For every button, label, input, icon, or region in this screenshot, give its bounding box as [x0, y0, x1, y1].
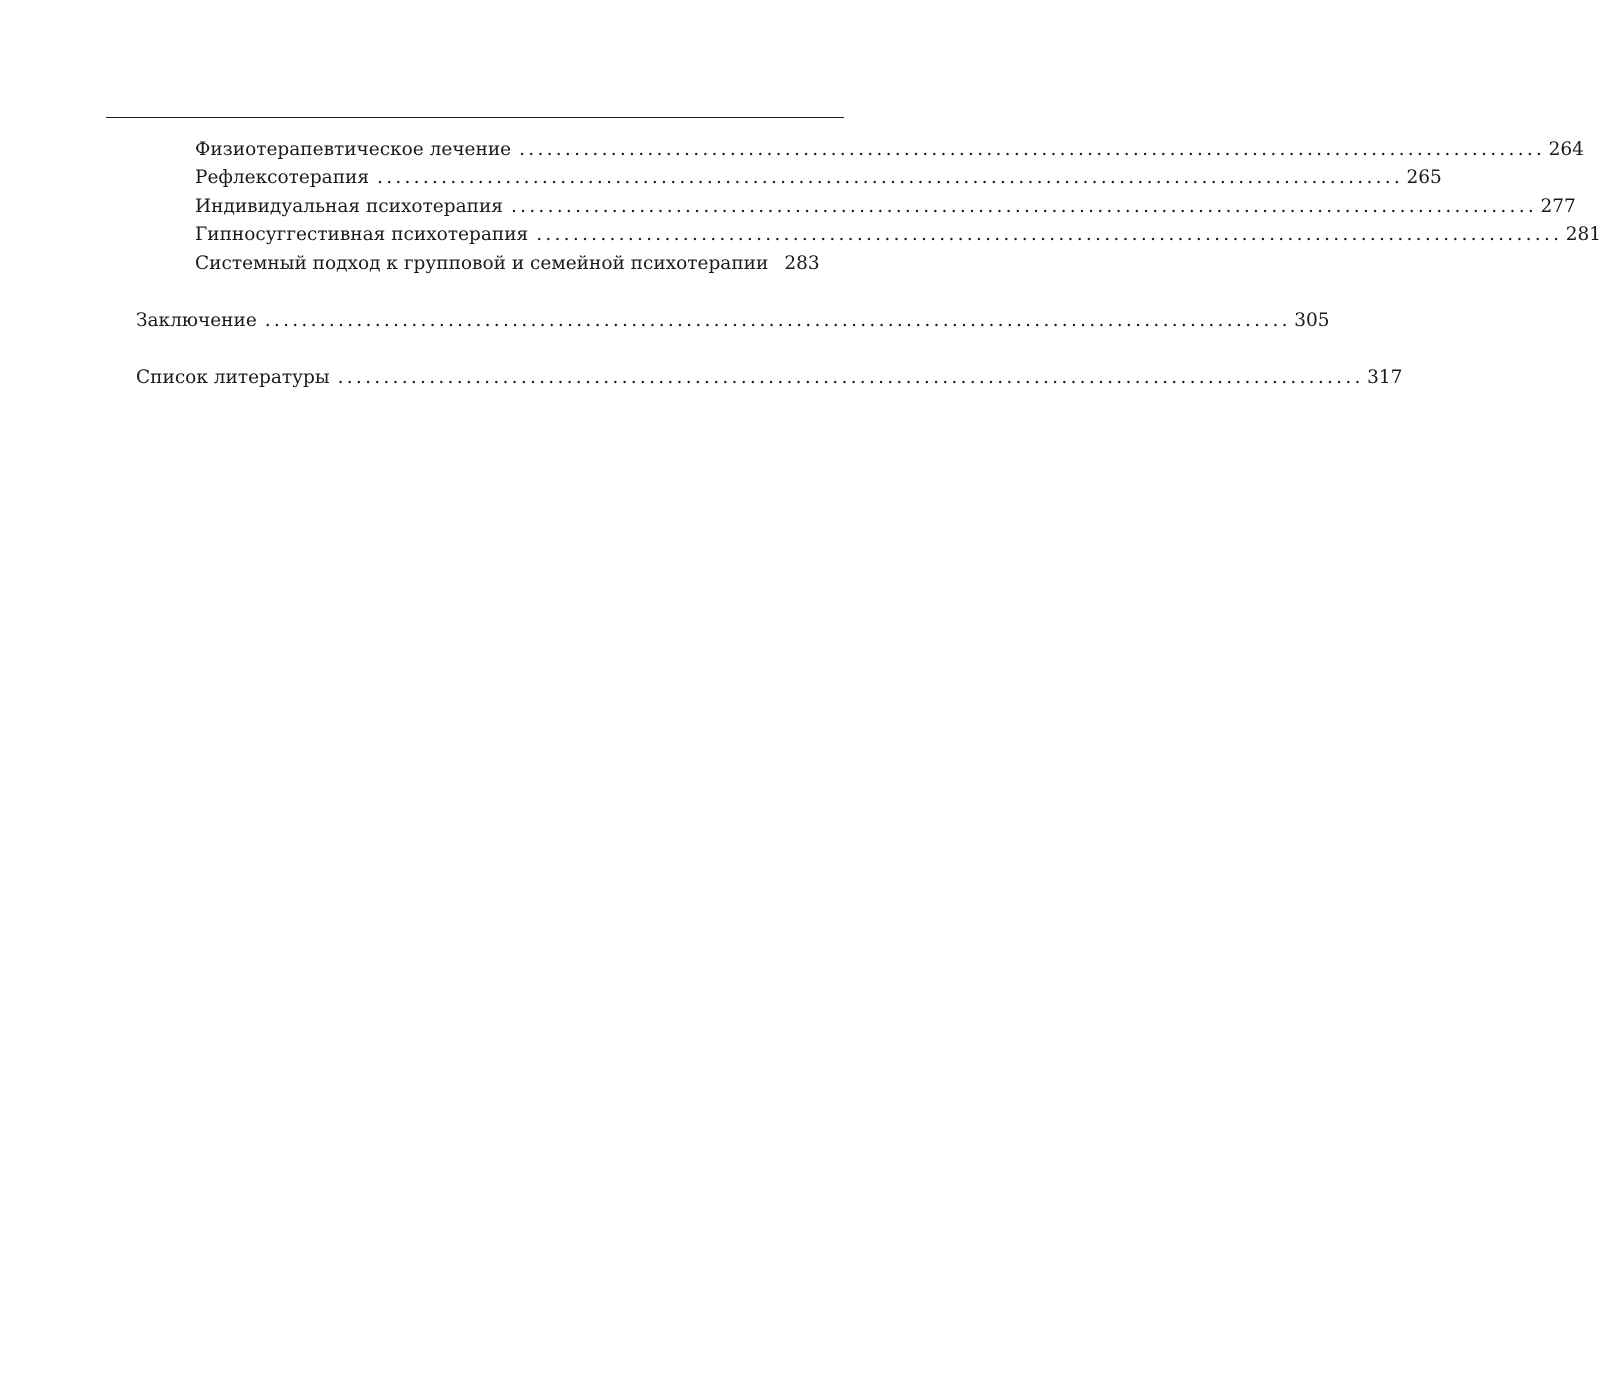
header-rule — [106, 117, 844, 118]
toc-entry-title: Гипносуггестивная психотерапия — [195, 224, 529, 245]
toc-page-number: 283 — [784, 253, 820, 274]
toc-dot-leader — [536, 222, 1557, 248]
toc-page-number: 265 — [1406, 167, 1442, 188]
toc-entry-bibliography[interactable] — [136, 365, 1403, 391]
toc-entry-title: Рефлексотерапия — [195, 167, 370, 188]
toc-dot-leader — [265, 308, 1286, 334]
toc-page-number: 317 — [1367, 367, 1403, 388]
toc-dot-leader — [519, 137, 1540, 163]
toc-dot-leader — [377, 165, 1398, 191]
toc-entry-systemic-approach[interactable] — [195, 251, 820, 277]
toc-entry-reflexotherapy[interactable] — [195, 165, 1442, 191]
toc-dot-leader — [511, 194, 1532, 220]
toc-entry-individual-psychotherapy[interactable] — [195, 194, 1576, 220]
toc-entry-title: Список литературы — [136, 367, 330, 388]
toc-entry-conclusion[interactable] — [136, 308, 1330, 334]
toc-page-number: 305 — [1294, 310, 1330, 331]
toc-entry-hypnosuggestive-psychotherapy[interactable] — [195, 222, 1601, 248]
toc-entry-title: Индивидуальная психотерапия — [195, 196, 503, 217]
toc-page-number: 277 — [1540, 196, 1576, 217]
toc-page-number: 281 — [1565, 224, 1601, 245]
toc-page-number: 264 — [1548, 139, 1584, 160]
toc-entry-physiotherapy[interactable] — [195, 137, 1584, 163]
toc-entry-title: Заключение — [136, 310, 257, 331]
toc-entry-title: Системный подход к групповой и семейной психотерапии — [195, 253, 769, 274]
toc-dot-leader — [338, 365, 1359, 391]
toc-entry-title: Физиотерапевтическое лечение — [195, 139, 512, 160]
